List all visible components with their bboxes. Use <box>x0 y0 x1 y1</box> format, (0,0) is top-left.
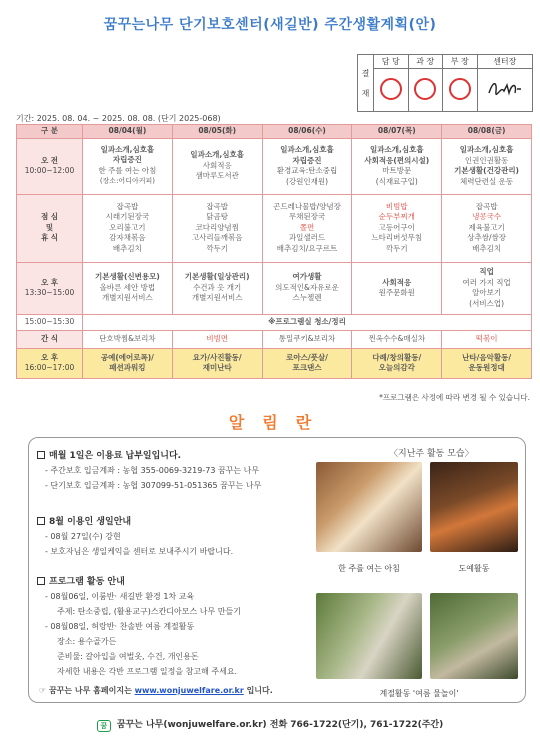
morning-cell: 일과소개,심호흡 인권인권활동 기본생활(건강관리) 체력단련실 운동 <box>442 138 532 194</box>
late-afternoon-row <box>17 348 532 378</box>
photo-summer-2 <box>430 593 518 679</box>
late-cell: 요가/사진활동/ 재미난타 <box>172 348 262 378</box>
snack-cell: 통밀쿠키&보리차 <box>262 330 352 348</box>
snack-cell: 단호박찜&보리차 <box>83 330 173 348</box>
period-text: 기간: 2025. 08. 04. ~ 2025. 08. 08. (단기 2025-068) <box>16 114 221 123</box>
signature <box>477 69 533 112</box>
notice-heading-program: 프로그램 활동 안내 <box>37 574 125 587</box>
day-header: 08/06(수) <box>262 125 352 139</box>
late-cell: 다례/창의활동/ 오늘의감각 <box>352 348 442 378</box>
late-cell: 공예(에어로폭)/ 패션과워킹 <box>83 348 173 378</box>
photo-caption: 계절활동 '여름 물놀이' <box>379 689 459 698</box>
notice-line: 준비물: 갈아입을 여벌옷, 수건, 개인용돈 <box>57 652 199 661</box>
homepage-line: ☞ 꿈꾸는 나무 홈페이지는 www.wonjuwelfare.or.kr 입니다. <box>39 686 273 695</box>
approval-label: 결 재 <box>358 55 374 112</box>
checkbox-icon <box>37 577 45 585</box>
notice-line: - 08월06일, 이룸반· 새길반 환경 1차 교육 <box>45 592 195 601</box>
notice-title: 알림란 <box>228 413 330 432</box>
notice-line: - 08월 27일(수) 강현 <box>45 532 121 541</box>
stamp-icon <box>414 78 436 100</box>
lunch-row <box>17 194 532 262</box>
notice-box <box>28 437 526 703</box>
morning-cell: 일과소개,심호흡 자립증진 한 주를 여는 아침 (장소:어디아커피) <box>83 138 173 194</box>
day-header: 08/05(화) <box>172 125 262 139</box>
cleanup-row <box>17 314 532 330</box>
cleanup-text: ※프로그램실 청소/정리 <box>83 314 532 330</box>
menu-cell: 비빔밥 순두부찌개 고등어구이 느타리버섯무침 깍두기 <box>352 194 442 262</box>
page-title: 꿈꾸는나무 단기보호센터(새길반) 주간생활계획(안) <box>103 17 437 33</box>
afternoon-label: 오 후 13:30~15:00 <box>17 262 83 314</box>
signature-icon <box>487 79 523 99</box>
afternoon-cell: 사회적응 원주문화원 <box>352 262 442 314</box>
afternoon-cell: 기본생활(일상관리) 수건과 옷 개기 개별지원서비스 <box>172 262 262 314</box>
checkbox-icon <box>37 451 45 459</box>
notice-heading-birthday: 8월 이용인 생일안내 <box>37 514 131 527</box>
photo-pottery <box>430 462 518 552</box>
corner-header: 구 분 <box>17 125 83 139</box>
stamp-1 <box>374 69 409 112</box>
photo-caption: 도예활동 <box>458 564 490 573</box>
gallery-title: 〈지난주 활동 모습〉 <box>389 449 474 459</box>
weekly-schedule-table <box>16 124 532 379</box>
notice-line: - 단기보호 입금계좌 : 농협 307099-51-051365 꿈꾸는 나무 <box>45 481 262 490</box>
late-cell: 로아스/풋살/ 포크댄스 <box>262 348 352 378</box>
day-header: 08/04(월) <box>83 125 173 139</box>
stamp-icon <box>449 78 471 100</box>
late-label: 오 후 16:00~17:00 <box>17 348 83 378</box>
stamp-3 <box>443 69 478 112</box>
late-cell: 난타/음악활동/ 운동원정대 <box>442 348 532 378</box>
morning-label: 오 전 10:00~12:00 <box>17 138 83 194</box>
stamp-2 <box>408 69 443 112</box>
notice-line: - 보호자님은 생일케익을 센터로 보내주시기 바랍니다. <box>45 547 234 556</box>
morning-cell: 일과소개,심호흡 사회적응 샘마루도서관 <box>172 138 262 194</box>
day-header: 08/08(금) <box>442 125 532 139</box>
checkbox-icon <box>37 517 45 525</box>
approval-role-4: 센터장 <box>477 55 533 69</box>
footer-contact: 꿈꾸는 나무(wonjuwelfare.or.kr) 전화 766-1722(단기), 761-1722(주간) <box>116 720 444 730</box>
schedule-footnote: *프로그램은 사정에 따라 변경 될 수 있습니다. <box>379 393 530 402</box>
photo-summer-1 <box>316 593 422 679</box>
notice-line: 자세한 내용은 각반 프로그램 일정을 참고해 주세요. <box>57 667 238 676</box>
footer <box>0 717 540 732</box>
snack-cell: 떡볶이 <box>442 330 532 348</box>
snack-row <box>17 330 532 348</box>
snack-cell: 찐옥수수&매실차 <box>352 330 442 348</box>
menu-cell: 잡곡밥 닭곰탕 코다리양념찜 고사리들깨볶음 깍두기 <box>172 194 262 262</box>
snack-label: 간 식 <box>17 330 83 348</box>
afternoon-cell: 여가생활 의도적인&자유로운 스누젤렌 <box>262 262 352 314</box>
morning-cell: 일과소개,심호흡 사회적응(편의시설) 마트방문 (식재료구입) <box>352 138 442 194</box>
approval-role-3: 부 장 <box>443 55 478 69</box>
morning-row <box>17 138 532 194</box>
notice-line: - 08월08일, 허랑반· 찬솔반 여름 계절활동 <box>45 622 195 631</box>
menu-cell: 곤드레나물밥/양념장 무채된장국 쫄면 과일샐러드 배추김치/요구르트 <box>262 194 352 262</box>
notice-line: - 주간보호 입금계좌 : 농협 355-0069-3219-73 꿈꾸는 나무 <box>45 466 260 475</box>
lunch-label: 점 심 및 휴 식 <box>17 194 83 262</box>
morning-cell: 일과소개,심호흡 자립증진 환경교육:탄소중립 (강원인재원) <box>262 138 352 194</box>
photo-morning <box>316 462 422 552</box>
header-row <box>17 125 532 139</box>
notice-line: 주제: 탄소중립, (활용교구)스칸디아모스 나무 만들기 <box>57 607 241 616</box>
snack-cell: 비빔면 <box>172 330 262 348</box>
approval-box <box>357 54 533 112</box>
afternoon-cell: 직업 여러 가지 직업 알아보기 (서비스업) <box>442 262 532 314</box>
day-header: 08/07(목) <box>352 125 442 139</box>
approval-role-2: 과 장 <box>408 55 443 69</box>
notice-line: 장소: 용수골가든 <box>57 637 117 646</box>
approval-role-1: 담 당 <box>374 55 409 69</box>
stamp-icon <box>380 78 402 100</box>
photo-caption: 한 주를 여는 아침 <box>338 564 400 573</box>
afternoon-cell: 기본생활(신변용모) 올바른 세안 방법 개별지원서비스 <box>83 262 173 314</box>
logo-icon: 꿈 <box>97 720 111 732</box>
menu-cell: 잡곡밥 냉콩국수 제육불고기 상추쌈/쌈장 배추김치 <box>442 194 532 262</box>
cleanup-time: 15:00~15:30 <box>17 314 83 330</box>
menu-cell: 잡곡밥 시래기된장국 오리불고기 감자채볶음 배추김치 <box>83 194 173 262</box>
homepage-link[interactable]: www.wonjuwelfare.or.kr <box>134 686 244 695</box>
afternoon-row <box>17 262 532 314</box>
notice-heading-fee: 매월 1일은 이용료 납부일입니다. <box>37 448 181 461</box>
